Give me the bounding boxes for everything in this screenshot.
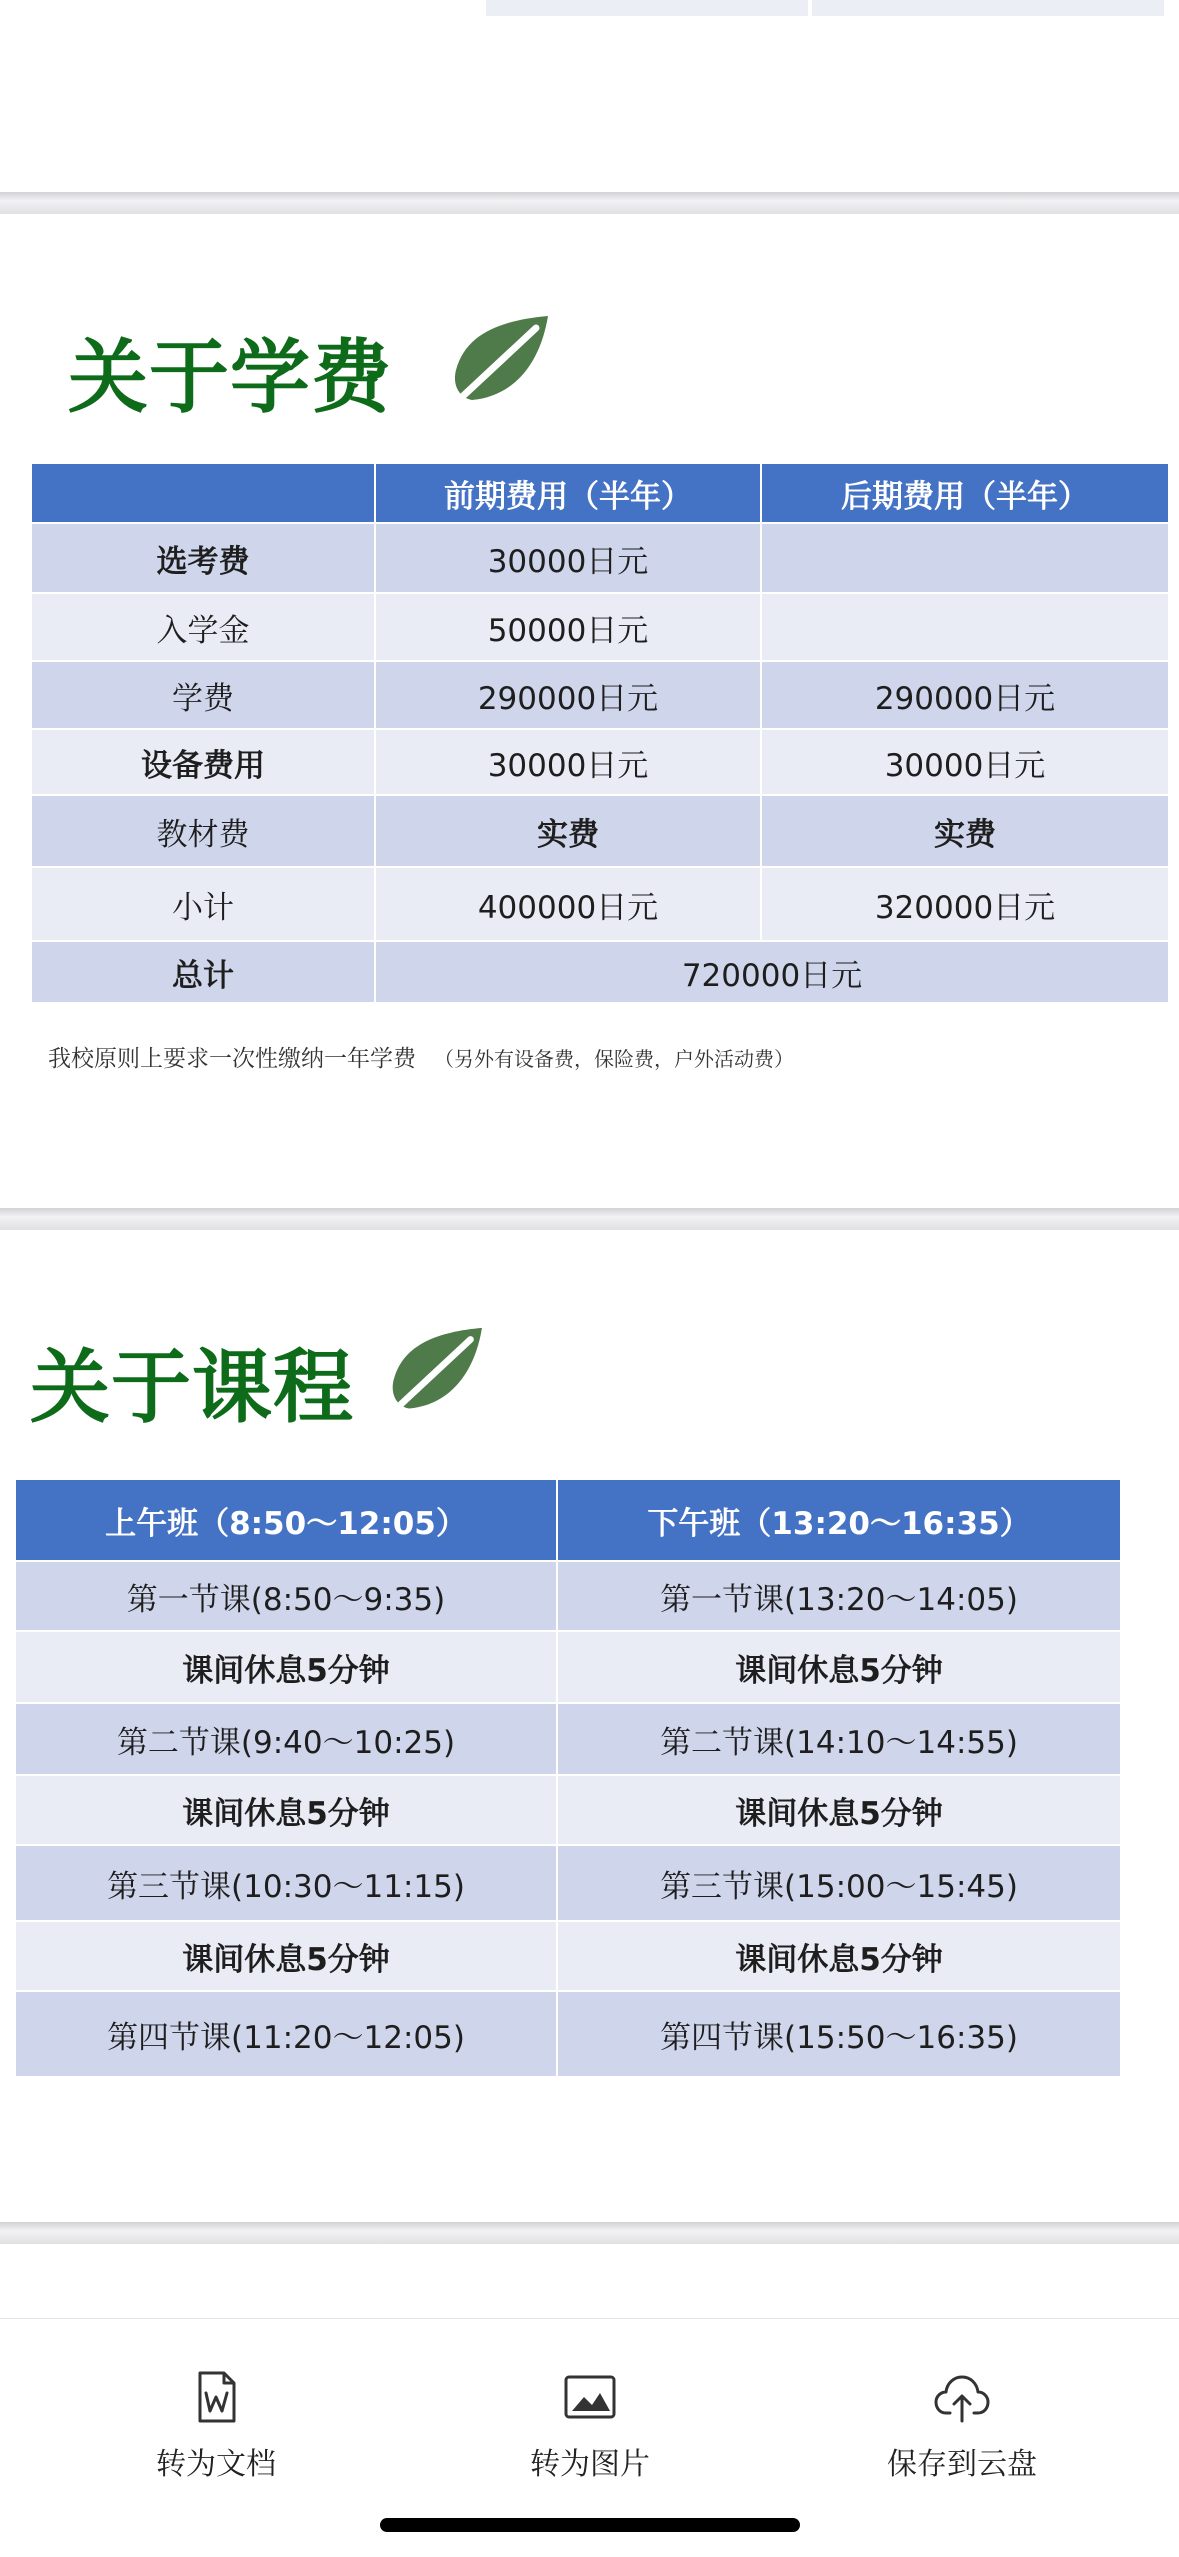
save-to-cloud-label: 保存到云盘 bbox=[887, 2447, 1037, 2482]
word-document-icon bbox=[188, 2369, 244, 2425]
slide-fees bbox=[0, 214, 1179, 1208]
table-row bbox=[31, 795, 1169, 867]
fee-first-half: 290000日元 bbox=[375, 661, 761, 729]
courses-table bbox=[14, 1478, 1122, 2078]
cloud-upload-icon bbox=[934, 2369, 990, 2425]
convert-to-document-button[interactable] bbox=[66, 2319, 366, 2557]
table-row bbox=[31, 593, 1169, 661]
table-row bbox=[15, 1775, 1121, 1845]
fees-header-row bbox=[31, 463, 1169, 523]
table-stub-cell bbox=[486, 0, 808, 16]
afternoon-slot: 课间休息5分钟 bbox=[557, 1921, 1121, 1991]
fee-first-half: 30000日元 bbox=[375, 523, 761, 593]
image-icon bbox=[562, 2369, 618, 2425]
fee-item: 设备费用 bbox=[31, 729, 375, 795]
home-indicator bbox=[380, 2518, 800, 2532]
fees-note-extra: （另外有设备费，保险费，户外活动费） bbox=[434, 1047, 794, 1071]
leaf-icon bbox=[382, 1326, 486, 1422]
convert-to-image-label: 转为图片 bbox=[530, 2447, 650, 2482]
total-row bbox=[31, 941, 1169, 1003]
fees-header-cell bbox=[31, 463, 375, 523]
slide-next bbox=[0, 2244, 1179, 2318]
table-stub-cell bbox=[812, 0, 1164, 16]
afternoon-slot: 第一节课(13:20～14:05) bbox=[557, 1561, 1121, 1631]
fee-second-half bbox=[761, 523, 1169, 593]
fee-item: 教材费 bbox=[31, 795, 375, 867]
morning-slot: 课间休息5分钟 bbox=[15, 1775, 557, 1845]
courses-header-row bbox=[15, 1479, 1121, 1561]
page-separator bbox=[0, 1208, 1179, 1230]
fees-note-main: 我校原则上要求一次性缴纳一年学费 bbox=[48, 1046, 416, 1072]
leaf-icon bbox=[444, 314, 552, 414]
fee-item: 小计 bbox=[31, 867, 375, 941]
fees-title: 关于学费 bbox=[68, 331, 392, 424]
courses-header-cell: 上午班（8:50～12:05） bbox=[15, 1479, 557, 1561]
fees-note bbox=[48, 1040, 794, 1073]
fee-second-half bbox=[761, 593, 1169, 661]
fee-second-half: 290000日元 bbox=[761, 661, 1169, 729]
fee-first-half: 400000日元 bbox=[375, 867, 761, 941]
fee-second-half: 实费 bbox=[761, 795, 1169, 867]
fee-first-half: 50000日元 bbox=[375, 593, 761, 661]
morning-slot: 第三节课(10:30～11:15) bbox=[15, 1845, 557, 1921]
convert-to-document-label: 转为文档 bbox=[156, 2447, 276, 2482]
slide-previous bbox=[0, 0, 1179, 192]
table-row bbox=[15, 1703, 1121, 1775]
fee-item: 选考费 bbox=[31, 523, 375, 593]
fee-second-half: 30000日元 bbox=[761, 729, 1169, 795]
fee-total-value: 720000日元 bbox=[375, 941, 1169, 1003]
courses-title: 关于课程 bbox=[30, 1341, 354, 1434]
slide-courses bbox=[0, 1230, 1179, 2222]
table-row bbox=[15, 1631, 1121, 1703]
morning-slot: 第二节课(9:40～10:25) bbox=[15, 1703, 557, 1775]
table-row bbox=[31, 867, 1169, 941]
afternoon-slot: 第四节课(15:50～16:35) bbox=[557, 1991, 1121, 2077]
table-row bbox=[15, 1921, 1121, 1991]
table-row bbox=[31, 523, 1169, 593]
page-separator bbox=[0, 2222, 1179, 2244]
fee-first-half: 实费 bbox=[375, 795, 761, 867]
courses-header-cell: 下午班（13:20～16:35） bbox=[557, 1479, 1121, 1561]
morning-slot: 第四节课(11:20～12:05) bbox=[15, 1991, 557, 2077]
fee-total-label: 总计 bbox=[31, 941, 375, 1003]
fees-header-cell: 前期费用（半年） bbox=[375, 463, 761, 523]
afternoon-slot: 课间休息5分钟 bbox=[557, 1631, 1121, 1703]
table-row bbox=[31, 661, 1169, 729]
morning-slot: 课间休息5分钟 bbox=[15, 1921, 557, 1991]
save-to-cloud-button[interactable] bbox=[812, 2319, 1112, 2557]
fee-item: 学费 bbox=[31, 661, 375, 729]
page-separator bbox=[0, 192, 1179, 214]
table-row bbox=[15, 1991, 1121, 2077]
afternoon-slot: 课间休息5分钟 bbox=[557, 1775, 1121, 1845]
table-row bbox=[15, 1845, 1121, 1921]
table-row bbox=[15, 1561, 1121, 1631]
afternoon-slot: 第三节课(15:00～15:45) bbox=[557, 1845, 1121, 1921]
table-row bbox=[31, 729, 1169, 795]
fees-header-cell: 后期费用（半年） bbox=[761, 463, 1169, 523]
morning-slot: 课间休息5分钟 bbox=[15, 1631, 557, 1703]
fee-first-half: 30000日元 bbox=[375, 729, 761, 795]
fee-second-half: 320000日元 bbox=[761, 867, 1169, 941]
fees-table bbox=[30, 462, 1170, 1004]
afternoon-slot: 第二节课(14:10～14:55) bbox=[557, 1703, 1121, 1775]
morning-slot: 第一节课(8:50～9:35) bbox=[15, 1561, 557, 1631]
fee-item: 入学金 bbox=[31, 593, 375, 661]
